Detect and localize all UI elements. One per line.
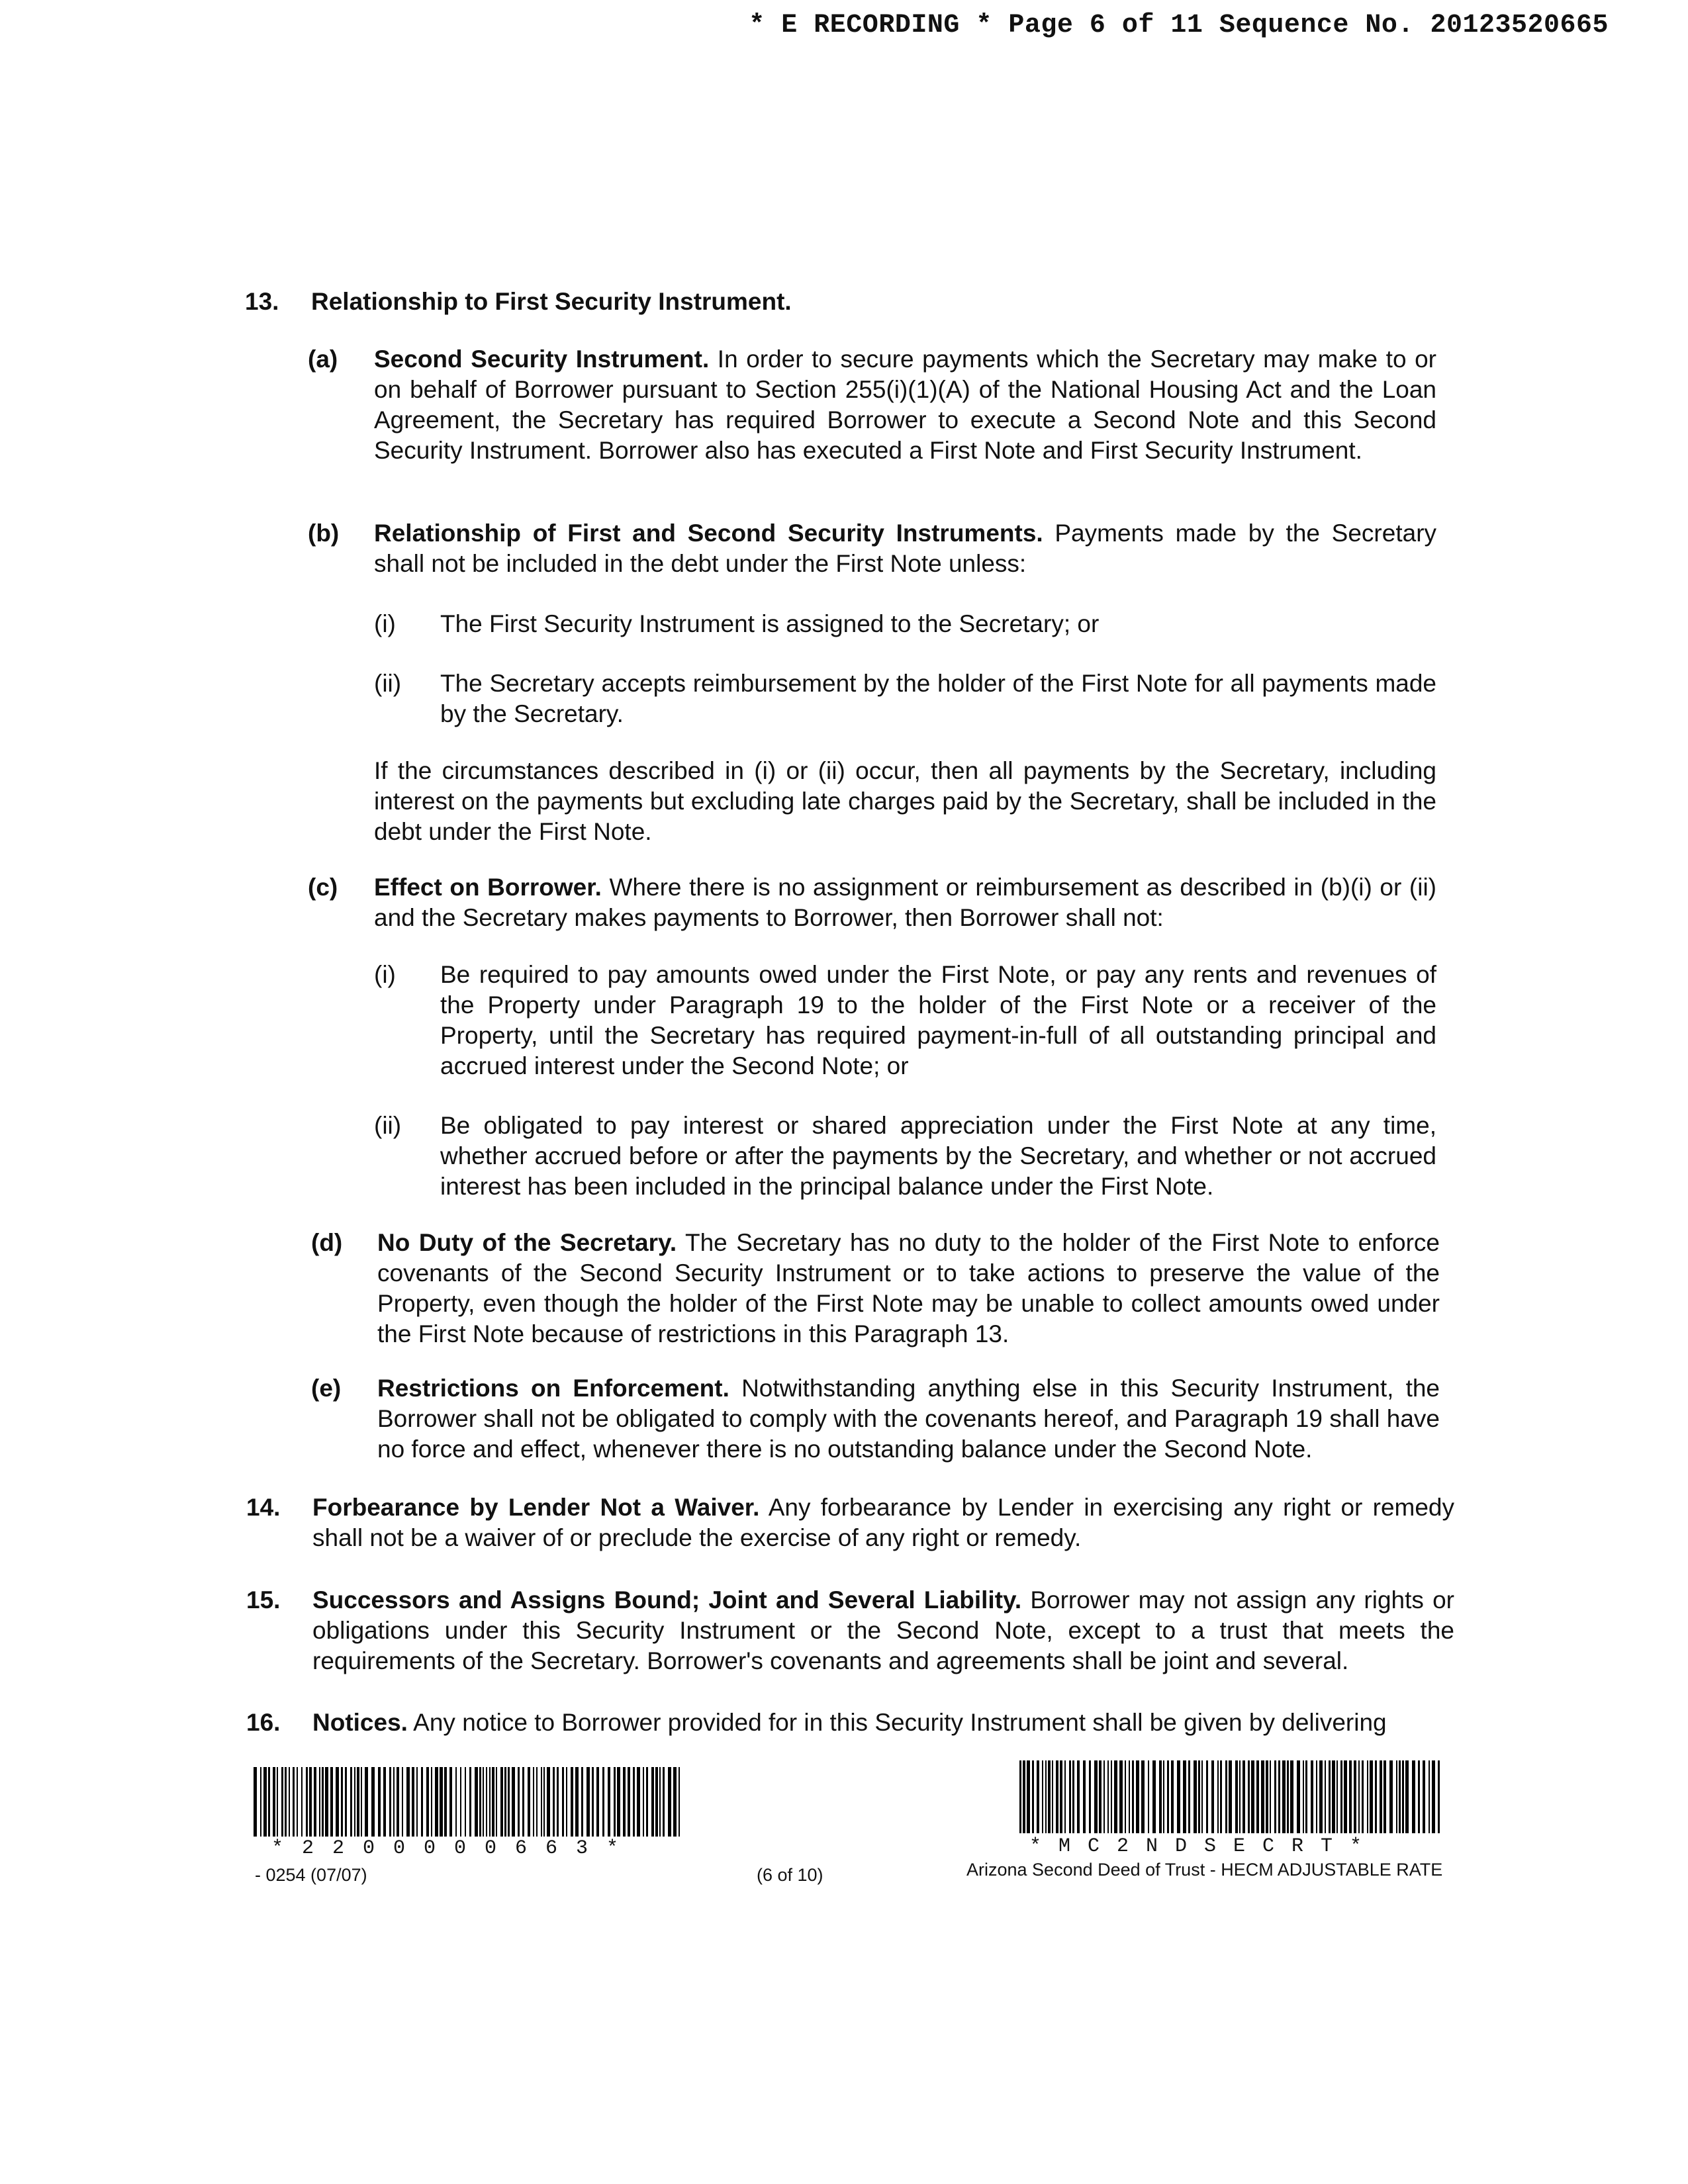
barcode-bar	[533, 1767, 534, 1837]
barcode-bar	[285, 1767, 287, 1837]
barcode-bar	[655, 1767, 658, 1837]
barcode-bar	[1243, 1760, 1245, 1833]
barcode-bar	[435, 1767, 438, 1837]
barcode-bar	[1274, 1760, 1276, 1833]
barcode-bar	[1239, 1760, 1241, 1833]
barcode-bar	[581, 1767, 583, 1837]
barcode-bar	[522, 1767, 524, 1837]
barcode-bar	[1389, 1760, 1393, 1833]
barcode-bar	[1042, 1760, 1043, 1833]
barcode-bar	[469, 1767, 471, 1837]
subsection-body: Notwithstanding anything else in this Security Instrument, the Borrower shall not be obligated to comply with the covenants hereof, and Paragraph 19 shall have no force and effect, whenever there is no outstanding balance under the Second Note.	[377, 1375, 1440, 1463]
barcode-bar	[389, 1767, 391, 1837]
barcode-bar	[1148, 1760, 1149, 1833]
barcode-bar	[483, 1767, 484, 1837]
barcode-bar	[547, 1767, 550, 1837]
barcode-bar	[518, 1767, 520, 1837]
barcode-bar	[460, 1767, 461, 1837]
barcode-bar	[1370, 1760, 1373, 1833]
section-body: Borrower may not assign any rights or obligations under this Security Instrument or the Second Note, except to a trust that meets the requirements of the Secretary. Borrower's covenants and agreements shall be joint and several.	[312, 1586, 1454, 1674]
barcode-bar	[1229, 1760, 1232, 1833]
barcode-bar	[500, 1767, 503, 1837]
barcode-bar	[1248, 1760, 1250, 1833]
barcode-bar	[1019, 1760, 1021, 1833]
section-text	[312, 1585, 1454, 1676]
barcode-bar	[679, 1767, 680, 1837]
barcode-bar	[512, 1767, 515, 1837]
barcode-bar	[336, 1767, 339, 1837]
barcode-bar	[365, 1767, 368, 1837]
barcode-bar	[596, 1767, 599, 1837]
barcode-bar	[1235, 1760, 1238, 1833]
barcode-bar	[586, 1767, 590, 1837]
barcode-bar	[277, 1767, 278, 1837]
barcode-bar	[608, 1767, 610, 1837]
item-label: (ii)	[374, 670, 402, 697]
subsection-heading: Effect on Borrower.	[374, 874, 602, 901]
barcode-bar	[1072, 1760, 1074, 1833]
barcode-bar	[1316, 1760, 1317, 1833]
barcode-bar	[1089, 1760, 1091, 1833]
barcode-bar	[1056, 1760, 1058, 1833]
barcode-bar	[371, 1767, 375, 1837]
barcode-bar	[1111, 1760, 1112, 1833]
barcode-bar	[455, 1767, 457, 1837]
barcode-bar	[1362, 1760, 1364, 1833]
barcode-bar	[260, 1767, 261, 1837]
barcode-bar	[1256, 1760, 1259, 1833]
barcode-bar	[273, 1767, 275, 1837]
barcode-bar	[1367, 1760, 1368, 1833]
barcode-bar	[319, 1767, 320, 1837]
item-text: The Secretary accepts reimbursement by the holder of the First Note for all payments made by the Secretary.	[440, 670, 1436, 727]
section-number: 16.	[246, 1709, 281, 1736]
item-label: (ii)	[374, 1112, 402, 1139]
barcode-bar	[449, 1767, 452, 1837]
barcode-bar	[1287, 1760, 1289, 1833]
section-heading: Forbearance by Lender Not a Waiver.	[312, 1494, 760, 1521]
barcode-bar	[281, 1767, 283, 1837]
barcode-bar	[1194, 1760, 1197, 1833]
barcode-bar	[1225, 1760, 1228, 1833]
barcode-bar	[1358, 1760, 1360, 1833]
barcode-bar	[575, 1767, 579, 1837]
barcode-bar	[1060, 1760, 1062, 1833]
item-text: The First Security Instrument is assigned to the Secretary; or	[440, 610, 1100, 637]
barcode-bar	[1037, 1760, 1039, 1833]
barcode-bar	[325, 1767, 328, 1837]
section-body: Any forbearance by Lender in exercising any right or remedy shall not be a waiver of or preclude the exercise of any right or remedy.	[312, 1494, 1454, 1551]
item-label: (i)	[374, 610, 396, 637]
subsection-heading: Relationship of First and Second Security Instruments.	[374, 520, 1043, 547]
barcode-bar	[1266, 1760, 1268, 1833]
barcode-bar	[345, 1767, 347, 1837]
barcode-bar	[1077, 1760, 1080, 1833]
barcode-bar	[1107, 1760, 1109, 1833]
barcode-bar	[1125, 1760, 1126, 1833]
barcode-bar	[1332, 1760, 1335, 1833]
subsection-label: (c)	[308, 874, 338, 901]
barcode-bar	[1319, 1760, 1323, 1833]
barcode-bar	[1183, 1760, 1186, 1833]
barcode-bar	[1159, 1760, 1162, 1833]
barcode-bar	[643, 1767, 644, 1837]
barcode-bar	[1380, 1760, 1382, 1833]
barcode-bar	[421, 1767, 423, 1837]
barcode-bar	[1438, 1760, 1440, 1833]
barcode-bar	[659, 1767, 661, 1837]
subsection-text	[374, 518, 1436, 579]
barcode-bar	[1083, 1760, 1086, 1833]
barcode-left	[254, 1767, 684, 1837]
barcode-bar	[1094, 1760, 1098, 1833]
section-number: 14.	[246, 1494, 281, 1521]
barcode-bar	[1103, 1760, 1105, 1833]
barcode-bar	[1177, 1760, 1180, 1833]
section-heading: Notices.	[312, 1709, 408, 1736]
barcode-bar	[426, 1767, 429, 1837]
barcode-bar	[1114, 1760, 1117, 1833]
barcode-bar	[402, 1767, 403, 1837]
barcode-bar	[1119, 1760, 1123, 1833]
barcode-bar	[492, 1767, 494, 1837]
barcode-bar	[314, 1767, 316, 1837]
barcode-bar	[1032, 1760, 1034, 1833]
barcode-bar	[293, 1767, 295, 1837]
barcode-bar	[1251, 1760, 1254, 1833]
barcode-left-caption: *2200000663*	[271, 1837, 637, 1860]
barcode-bar	[1129, 1760, 1130, 1833]
subsection-body: Where there is no assignment or reimbursement as described in (b)(i) or (ii) and the Secretary makes payments to Borrower, then Borrower shall not:	[374, 874, 1436, 931]
barcode-bar	[416, 1767, 418, 1837]
barcode-bar	[1201, 1760, 1203, 1833]
barcode-bar	[350, 1767, 352, 1837]
barcode-bar	[1429, 1760, 1430, 1833]
barcode-bar	[646, 1767, 648, 1837]
barcode-bar	[1064, 1760, 1066, 1833]
barcode-bar	[1329, 1760, 1331, 1833]
subsection-heading: Second Security Instrument.	[374, 345, 710, 373]
barcode-bar	[614, 1767, 616, 1837]
barcode-bar	[431, 1767, 432, 1837]
barcode-bar	[306, 1767, 308, 1837]
barcode-bar	[1297, 1760, 1300, 1833]
barcode-bar	[1278, 1760, 1280, 1833]
barcode-bar	[557, 1767, 559, 1837]
barcode-bar	[378, 1767, 381, 1837]
barcode-bar	[592, 1767, 594, 1837]
subsection-heading: Restrictions on Enforcement.	[377, 1375, 729, 1402]
barcode-bar	[628, 1767, 630, 1837]
barcode-bar	[1423, 1760, 1425, 1833]
subsection-body: In order to secure payments which the Secretary may make to or on behalf of Borrower pursuant to Section 255(i)(1)(A) of the National Housing Act and the Loan Agreement, the Secretary has required Borrower to execute a Second Note and this Second Security Instrument. Borrower also has executed a First Note and First Security Instrument.	[374, 345, 1436, 464]
barcode-bar	[297, 1767, 298, 1837]
barcode-bar	[341, 1767, 343, 1837]
barcode-bar	[1432, 1760, 1435, 1833]
barcode-bar	[663, 1767, 665, 1837]
subsection-label: (b)	[308, 520, 340, 547]
barcode-bar	[633, 1767, 635, 1837]
barcode-bar	[651, 1767, 654, 1837]
page-count: (6 of 10)	[757, 1865, 823, 1885]
barcode-bar	[1344, 1760, 1347, 1833]
subsection-text	[374, 344, 1436, 466]
barcode-bar	[1418, 1760, 1420, 1833]
barcode-right-caption: *MC2NDSECRT*	[1029, 1835, 1380, 1858]
barcode-bar	[289, 1767, 290, 1837]
barcode-bar	[383, 1767, 386, 1837]
barcode-bar	[1311, 1760, 1313, 1833]
section-text	[312, 1492, 1454, 1553]
barcode-bar	[301, 1767, 303, 1837]
recording-header: * E RECORDING * Page 6 of 11 Sequence No. 20123520665	[749, 11, 1609, 40]
barcode-bar	[1220, 1760, 1222, 1833]
barcode-bar	[1305, 1760, 1307, 1833]
barcode-bar	[309, 1767, 312, 1837]
barcode-bar	[623, 1767, 626, 1837]
item-label: (i)	[374, 961, 396, 988]
barcode-bar	[1211, 1760, 1214, 1833]
barcode-bar	[1383, 1760, 1386, 1833]
barcode-bar	[254, 1767, 257, 1837]
barcode-bar	[1152, 1760, 1156, 1833]
barcode-bar	[1141, 1760, 1145, 1833]
barcode-bar	[668, 1767, 671, 1837]
barcode-bar	[1132, 1760, 1134, 1833]
subsection-label: (d)	[311, 1229, 343, 1256]
barcode-right	[1019, 1760, 1443, 1833]
barcode-bar	[566, 1767, 567, 1837]
barcode-bar	[1048, 1760, 1051, 1833]
section-number: 13.	[245, 288, 279, 315]
subsection-label: (a)	[308, 345, 338, 373]
barcode-bar	[536, 1767, 538, 1837]
barcode-bar	[1136, 1760, 1139, 1833]
barcode-bar	[1045, 1760, 1047, 1833]
barcode-bar	[489, 1767, 491, 1837]
barcode-bar	[1167, 1760, 1169, 1833]
barcode-bar	[1270, 1760, 1271, 1833]
barcode-bar	[357, 1767, 359, 1837]
barcode-bar	[504, 1767, 506, 1837]
barcode-bar	[1396, 1760, 1397, 1833]
barcode-bar	[1303, 1760, 1304, 1833]
barcode-bar	[1206, 1760, 1208, 1833]
barcode-bar	[543, 1767, 545, 1837]
barcode-bar	[1023, 1760, 1025, 1833]
barcode-bar	[393, 1767, 395, 1837]
barcode-bar	[1069, 1760, 1071, 1833]
item-text: Be obligated to pay interest or shared appreciation under the First Note at any time, whether accrued before or after the payments by the Secretary, and whether or not accrued interest has been included in the principal balance under the First Note.	[440, 1112, 1436, 1200]
section-body: Any notice to Borrower provided for in this Security Instrument shall be given by delivering	[407, 1709, 1387, 1736]
barcode-bar	[263, 1767, 267, 1837]
form-title: Arizona Second Deed of Trust - HECM ADJUSTABLE RATE	[966, 1860, 1443, 1880]
barcode-bar	[479, 1767, 481, 1837]
subsection-b-closing: If the circumstances described in (i) or (ii) occur, then all payments by the Secretary, including interest on the payments but excluding late charges paid by the Secretary, shall be included in the debt under the First Note.	[374, 757, 1436, 845]
barcode-bar	[571, 1767, 573, 1837]
barcode-bar	[1354, 1760, 1356, 1833]
barcode-bar	[1336, 1760, 1338, 1833]
barcode-bar	[1217, 1760, 1219, 1833]
barcode-bar	[617, 1767, 620, 1837]
subsection-text	[377, 1373, 1440, 1465]
barcode-bar	[528, 1767, 530, 1837]
barcode-bar	[673, 1767, 677, 1837]
barcode-bar	[1163, 1760, 1164, 1833]
barcode-bar	[354, 1767, 355, 1837]
barcode-bar	[562, 1767, 564, 1837]
barcode-bar	[637, 1767, 640, 1837]
barcode-bar	[1188, 1760, 1190, 1833]
barcode-bar	[444, 1767, 447, 1837]
barcode-bar	[508, 1767, 510, 1837]
barcode-bar	[1340, 1760, 1342, 1833]
barcode-bar	[1027, 1760, 1030, 1833]
barcode-bar	[465, 1767, 466, 1837]
barcode-bar	[1052, 1760, 1053, 1833]
section-title: Relationship to First Security Instrument.	[311, 288, 792, 315]
subsection-heading: No Duty of the Secretary.	[377, 1229, 677, 1256]
barcode-bar	[406, 1767, 410, 1837]
barcode-bar	[602, 1767, 604, 1837]
barcode-bar	[1198, 1760, 1200, 1833]
barcode-bar	[1375, 1760, 1377, 1833]
barcode-bar	[397, 1767, 399, 1837]
barcode-bar	[330, 1767, 333, 1837]
barcode-bar	[1325, 1760, 1326, 1833]
barcode-bar	[475, 1767, 478, 1837]
barcode-bar	[1261, 1760, 1264, 1833]
barcode-bar	[1099, 1760, 1102, 1833]
barcode-bar	[486, 1767, 487, 1837]
barcode-bar	[553, 1767, 555, 1837]
subsection-body: Payments made by the Secretary shall not be included in the debt under the First Note unless:	[374, 520, 1437, 577]
section-number: 15.	[246, 1586, 281, 1614]
barcode-bar	[496, 1767, 497, 1837]
barcode-bar	[1412, 1760, 1415, 1833]
section-heading: Successors and Assigns Bound; Joint and Several Liability.	[312, 1586, 1022, 1614]
barcode-bar	[1402, 1760, 1404, 1833]
subsection-text	[374, 872, 1436, 933]
barcode-bar	[412, 1767, 414, 1837]
subsection-text	[377, 1228, 1440, 1349]
barcode-bar	[1290, 1760, 1293, 1833]
barcode-bar	[1405, 1760, 1409, 1833]
barcode-bar	[361, 1767, 362, 1837]
subsection-label: (e)	[311, 1375, 342, 1402]
barcode-bar	[1171, 1760, 1174, 1833]
item-text: Be required to pay amounts owed under the First Note, or pay any rents and revenues of the Property under Paragraph 19 to the holder of the First Note or a receiver of the Property, until the Secretary has required payment-in-full of all outstanding principal and accrued interest under the Second Note; or	[440, 961, 1436, 1079]
barcode-bar	[322, 1767, 324, 1837]
barcode-bar	[1349, 1760, 1352, 1833]
subsection-body: The Secretary has no duty to the holder of the First Note to enforce covenants of the Second Security Instrument or to take actions to preserve the value of the Property, even though the holder of the First Note may be unable to collect amounts owed under the First Note because of restrictions in this Paragraph 13.	[377, 1229, 1440, 1347]
form-number: - 0254 (07/07)	[255, 1865, 367, 1885]
barcode-bar	[268, 1767, 270, 1837]
barcode-bar	[1282, 1760, 1286, 1833]
section-text	[312, 1707, 1454, 1738]
barcode-bar	[440, 1767, 443, 1837]
barcode-bar	[541, 1767, 542, 1837]
barcode-bar	[1399, 1760, 1401, 1833]
